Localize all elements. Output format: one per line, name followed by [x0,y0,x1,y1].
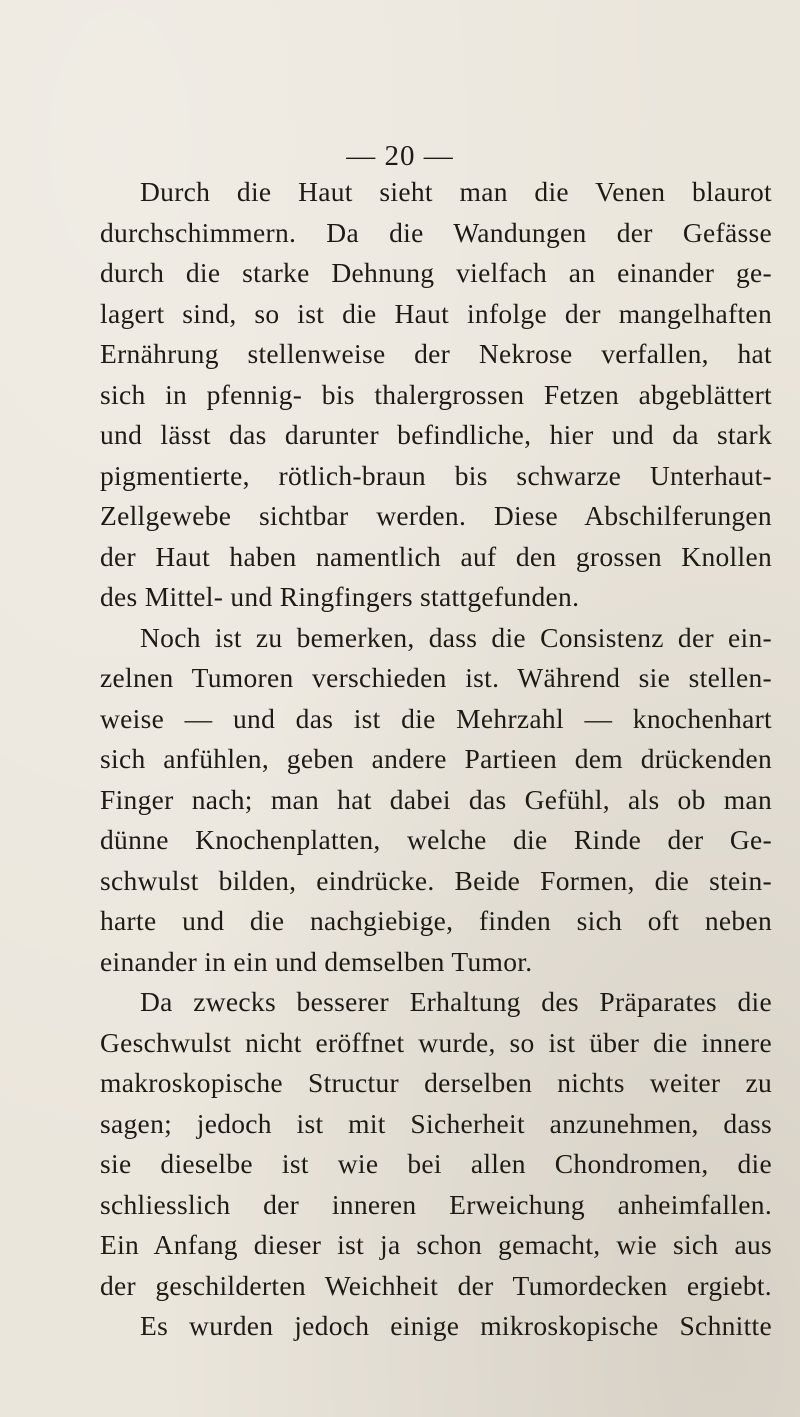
page-number: — 20 — [346,140,454,172]
text-line: Noch ist zu bemerken, dass die Consistenz der ein- [140,621,772,653]
text-line: Finger nach; man hat dabei das Gefühl, als ob man [100,783,772,815]
text-line: sie dieselbe ist wie bei allen Chondromen, die [100,1148,772,1179]
text-line: Zellgewebe sichtbar werden. Diese Abschilferungen [100,500,772,531]
text-line: Es wurden jedoch einige mikroskopische Schnitte [140,1310,772,1341]
text-line: Ernährung stellenweise der Nekrose verfallen, hat [100,338,772,369]
text-line: lagert sind, so ist die Haut infolge der mangelhaften [100,297,772,329]
text-line: der geschilderten Weichheit der Tumordecken ergiebt. [100,1269,772,1301]
text-line: sich in pfennig- bis thalergrossen Fetzen abgeblättert [100,378,772,410]
text-line: der Haut haben namentlich auf den grossen Knollen [100,540,772,572]
text-line: des Mittel- und Ringfingers stattgefunden. [100,581,580,612]
text-line: pigmentierte, rötlich-braun bis schwarze Unterhaut- [100,459,772,491]
text-line: einander in ein und demselben Tumor. [100,945,533,977]
text-line: zelnen Tumoren verschieden ist. Während sie stellen- [100,662,772,693]
text-line: schliesslich der inneren Erweichung anheimfallen. [100,1188,772,1220]
text-line: durchschimmern. Da die Wandungen der Gefässe [100,216,772,248]
body-text [100,172,772,1347]
text-line: Geschwulst nicht eröffnet wurde, so ist über die innere [100,1026,772,1058]
text-line: und lässt das darunter befindliche, hier und da stark [100,419,772,450]
text-line: Durch die Haut sieht man die Venen blaurot [140,176,772,207]
text-line: Ein Anfang dieser ist ja schon gemacht, wie sich aus [100,1229,772,1260]
text-line: dünne Knochenplatten, welche die Rinde der Ge- [100,824,772,855]
text-line: makroskopische Structur derselben nichts weiter zu [100,1067,772,1098]
text-line: harte und die nachgiebige, finden sich oft neben [100,905,772,936]
text-line: durch die starke Dehnung vielfach an einander ge- [100,257,772,288]
text-line: sich anfühlen, geben andere Partieen dem drückenden [100,743,772,774]
text-line: Da zwecks besserer Erhaltung des Präparates die [140,986,772,1017]
text-line: weise — und das ist die Mehrzahl — knochenhart [100,702,772,734]
text-line: schwulst bilden, eindrücke. Beide Formen, die stein- [100,864,772,896]
text-line: sagen; jedoch ist mit Sicherheit anzunehmen, dass [100,1107,772,1139]
